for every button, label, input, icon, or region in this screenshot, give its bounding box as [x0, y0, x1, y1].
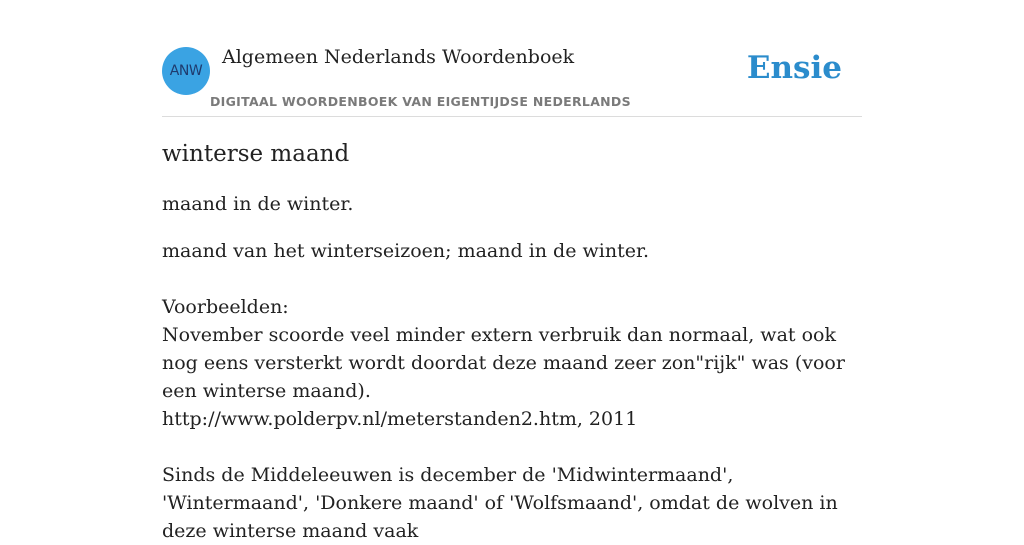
site-subtitle: DIGITAAL WOORDENBOEK VAN EIGENTIJDSE NEDERLANDS — [210, 94, 631, 109]
site-title[interactable]: Algemeen Nederlands Woordenboek — [222, 46, 575, 68]
ensie-brand-link[interactable]: Ensie — [746, 50, 842, 86]
site-header — [162, 40, 862, 117]
anw-logo[interactable] — [162, 47, 210, 95]
entry-content — [162, 138, 862, 545]
examples-label: Voorbeelden: — [162, 296, 289, 318]
logo-text: ANW — [169, 63, 203, 79]
example-source: http://www.polderpv.nl/meterstanden2.htm, 2011 — [162, 408, 638, 430]
entry-title: winterse maand — [162, 141, 350, 167]
long-definition: maand van het winterseizoen; maand in de winter. — [162, 240, 649, 262]
example-text: November scoorde veel minder extern verbruik dan normaal, wat ook nog eens versterkt wordt doordat deze maand zeer zon"rijk" was (voor een winterse maand). — [162, 324, 845, 402]
short-definition: maand in de winter. — [162, 193, 354, 215]
example-text: Sinds de Middeleeuwen is december de 'Midwintermaand', 'Wintermaand', 'Donkere maand' of 'Wolfsmaand', omdat de wolven in deze winterse maand vaak — [162, 464, 838, 542]
